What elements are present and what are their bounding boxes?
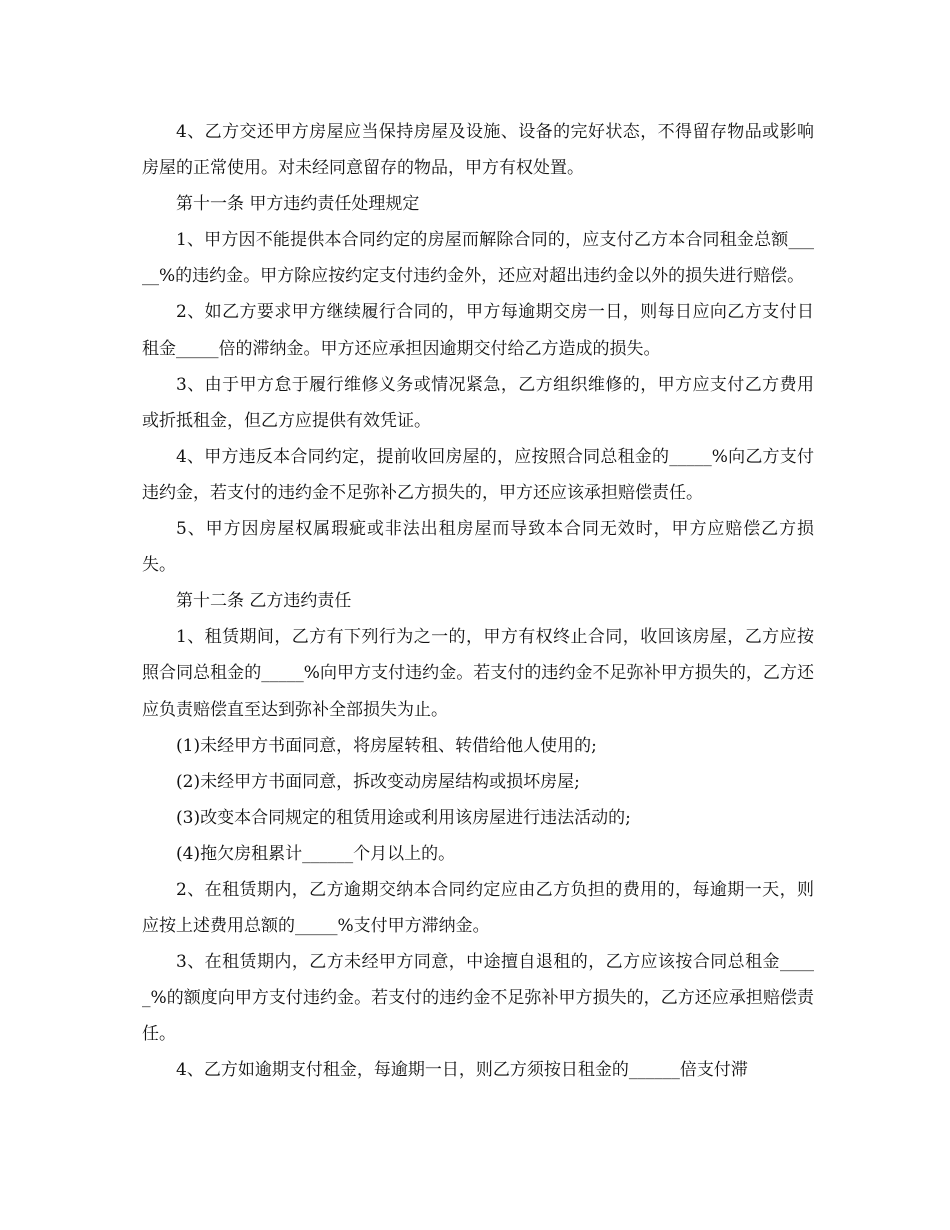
paragraph-11-4: 4、甲方违反本合同约定，提前收回房屋的，应按照合同总租金的_____%向乙方支付违约金，若支付的违约金不足弥补乙方损失的，甲方还应该承担赔偿责任。 (142, 446, 814, 503)
paragraph-return-premises: 4、乙方交还甲方房屋应当保持房屋及设施、设备的完好状态，不得留存物品或影响房屋的正常使用。对未经同意留存的物品，甲方有权处置。 (142, 122, 814, 179)
paragraph-12-4: 4、乙方如逾期支付租金，每逾期一日，则乙方须按日租金的______倍支付滞 (176, 1060, 748, 1081)
article-11-heading: 第十一条 甲方违约责任处理规定 (176, 194, 420, 215)
list-item-12-1-2: (2)未经甲方书面同意，拆改变动房屋结构或损坏房屋; (176, 771, 580, 792)
list-item-12-1-4: (4)拖欠房租累计______个月以上的。 (176, 843, 456, 864)
paragraph-12-2: 2、在租赁期内，乙方逾期交纳本合同约定应由乙方负担的费用的，每逾期一天，则应按上述费用总额的_____%支付甲方滞纳金。 (142, 879, 814, 937)
document-body (142, 114, 814, 1089)
paragraph-11-2: 2、如乙方要求甲方继续履行合同的，甲方每逾期交房一日，则每日应向乙方支付日租金_____倍的滞纳金。甲方还应承担因逾期交付给乙方造成的损失。 (142, 302, 814, 359)
paragraph-12-3: 3、在租赁期内，乙方未经甲方同意，中途擅自退租的，乙方应该按合同总租金_____%的额度向甲方支付违约金。若支付的违约金不足弥补甲方损失的，乙方还应承担赔偿责任。 (142, 952, 814, 1045)
list-item-12-1-3: (3)改变本合同规定的租赁用途或利用该房屋进行违法活动的; (176, 807, 631, 828)
paragraph-12-1: 1、租赁期间，乙方有下列行为之一的，甲方有权终止合同，收回该房屋，乙方应按照合同总租金的_____%向甲方支付违约金。若支付的违约金不足弥补甲方损失的，乙方还应负责赔偿直至达到弥补全部损失为止。 (142, 627, 814, 720)
paragraph-11-5: 5、甲方因房屋权属瑕疵或非法出租房屋而导致本合同无效时，甲方应赔偿乙方损失。 (142, 519, 814, 576)
paragraph-11-3: 3、由于甲方怠于履行维修义务或情况紧急，乙方组织维修的，甲方应支付乙方费用或折抵租金，但乙方应提供有效凭证。 (142, 374, 814, 431)
list-item-12-1-1: (1)未经甲方书面同意，将房屋转租、转借给他人使用的; (176, 735, 597, 756)
article-12-heading: 第十二条 乙方违约责任 (176, 591, 352, 612)
paragraph-11-1: 1、甲方因不能提供本合同约定的房屋而解除合同的，应支付乙方本合同租金总额_____%的违约金。甲方除应按约定支付违约金外，还应对超出违约金以外的损失进行赔偿。 (142, 230, 814, 287)
